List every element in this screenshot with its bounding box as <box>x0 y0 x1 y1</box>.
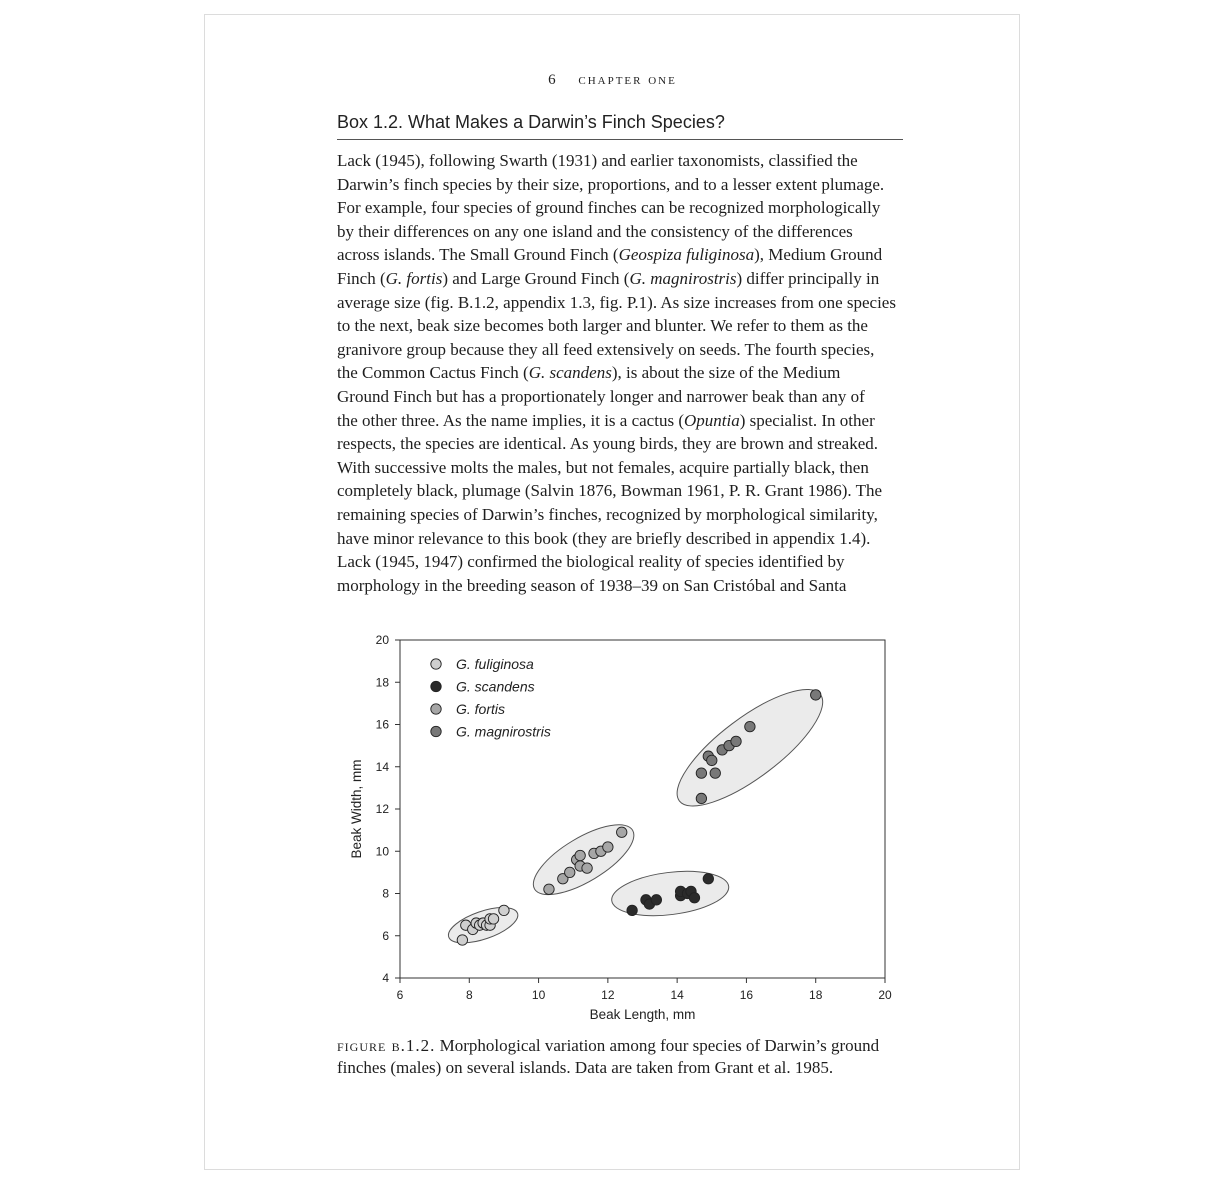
legend-marker <box>431 704 441 714</box>
data-point <box>565 867 575 877</box>
body-line: by their differences on any one island and the consistency of the differences <box>337 221 853 241</box>
x-tick-label: 16 <box>739 988 754 1002</box>
x-tick-label: 8 <box>465 988 473 1002</box>
data-point <box>731 736 741 746</box>
body-line: Darwin’s finch species by their size, proportions, and to a lesser extent plumage. <box>337 174 885 194</box>
body-line: across islands. The Small Ground Finch (Geospiza fuliginosa), Medium Ground <box>337 245 883 265</box>
body-line: the other three. As the name implies, it is a cactus (Opuntia) specialist. In other <box>337 410 875 430</box>
y-tick-label: 18 <box>375 675 389 690</box>
box-body-text <box>337 149 903 597</box>
y-tick-label: 6 <box>382 928 389 943</box>
data-point <box>689 893 699 903</box>
body-line: have minor relevance to this book (they are briefly described in appendix 1.4). <box>337 528 871 548</box>
data-point <box>696 793 706 803</box>
legend-marker <box>431 726 441 736</box>
y-tick-label: 8 <box>382 886 389 901</box>
data-point <box>488 914 498 924</box>
body-line: With successive molts the males, but not females, acquire partially black, then <box>337 457 869 477</box>
y-tick-label: 20 <box>375 633 389 647</box>
body-line: to the next, beak size becomes both larger and blunter. We refer to them as the <box>337 316 868 336</box>
box-title: Box 1.2. What Makes a Darwin’s Finch Species? <box>337 112 903 140</box>
x-axis-label: Beak Length, mm <box>589 1007 696 1022</box>
data-point <box>582 863 592 873</box>
legend-label: G. fuliginosa <box>456 656 534 672</box>
body-line: completely black, plumage (Salvin 1876, Bowman 1961, P. R. Grant 1986). The <box>337 481 883 501</box>
body-line: respects, the species are identical. As young birds, they are brown and streaked. <box>337 434 878 454</box>
x-tick-label: 14 <box>670 988 684 1002</box>
body-line: morphology in the breeding season of 1938–39 on San Cristóbal and Santa <box>337 575 847 595</box>
caption-text: Morphological variation among four species of Darwin’s ground finches (males) on several islands. Data are taken from Grant et al. 1985. <box>337 1036 880 1077</box>
body-line: Lack (1945, 1947) confirmed the biological reality of species identified by <box>337 552 845 572</box>
data-point <box>603 842 613 852</box>
x-tick-label: 10 <box>531 988 546 1002</box>
data-point <box>499 905 509 915</box>
body-line: the Common Cactus Finch (G. scandens), is about the size of the Medium <box>337 363 841 383</box>
x-tick-label: 12 <box>601 988 615 1002</box>
legend-marker <box>431 659 441 669</box>
caption-label: figure b.1.2. <box>337 1036 436 1055</box>
data-point <box>710 768 720 778</box>
figure-scatter-plot <box>340 625 910 1035</box>
data-point <box>811 690 821 700</box>
body-line: average size (fig. B.1.2, appendix 1.3, fig. P.1). As size increases from one species <box>337 292 896 312</box>
y-tick-label: 14 <box>375 759 389 774</box>
body-line: Finch (G. fortis) and Large Ground Finch (G. magnirostris) differ principally in <box>337 268 880 288</box>
legend-label: G. magnirostris <box>456 723 551 740</box>
chapter-label: chapter one <box>578 72 677 88</box>
data-point <box>627 905 637 915</box>
legend-marker <box>431 681 441 691</box>
x-tick-label: 18 <box>809 988 823 1002</box>
legend-label: G. fortis <box>456 701 506 717</box>
data-point <box>703 874 713 884</box>
body-line: remaining species of Darwin’s finches, recognized by morphological similarity, <box>337 504 878 524</box>
scatter-chart <box>340 625 910 1035</box>
body-line: Ground Finch but has a proportionately longer and narrower beak than any of <box>337 386 865 406</box>
data-point <box>745 721 755 731</box>
y-tick-label: 4 <box>382 971 389 985</box>
y-tick-label: 12 <box>375 802 389 816</box>
data-point <box>651 895 661 905</box>
data-point <box>457 935 467 945</box>
running-head <box>0 72 1225 89</box>
page-number: 6 <box>548 72 558 88</box>
body-line: granivore group because they all feed extensively on seeds. The fourth species, <box>337 339 875 359</box>
figure-caption <box>337 1035 907 1079</box>
data-point <box>544 884 554 894</box>
legend-label: G. scandens <box>456 678 535 695</box>
y-tick-label: 10 <box>375 844 389 859</box>
x-tick-label: 6 <box>396 988 404 1002</box>
data-point <box>617 827 627 837</box>
y-tick-label: 16 <box>375 717 389 732</box>
y-axis-label: Beak Width, mm <box>349 759 364 859</box>
x-tick-label: 20 <box>878 988 892 1002</box>
data-point <box>696 768 706 778</box>
body-line: For example, four species of ground finches can be recognized morphologically <box>337 198 881 218</box>
data-point <box>707 755 717 765</box>
data-point <box>575 850 585 860</box>
body-line: Lack (1945), following Swarth (1931) and earlier taxonomists, classified the <box>337 151 858 170</box>
